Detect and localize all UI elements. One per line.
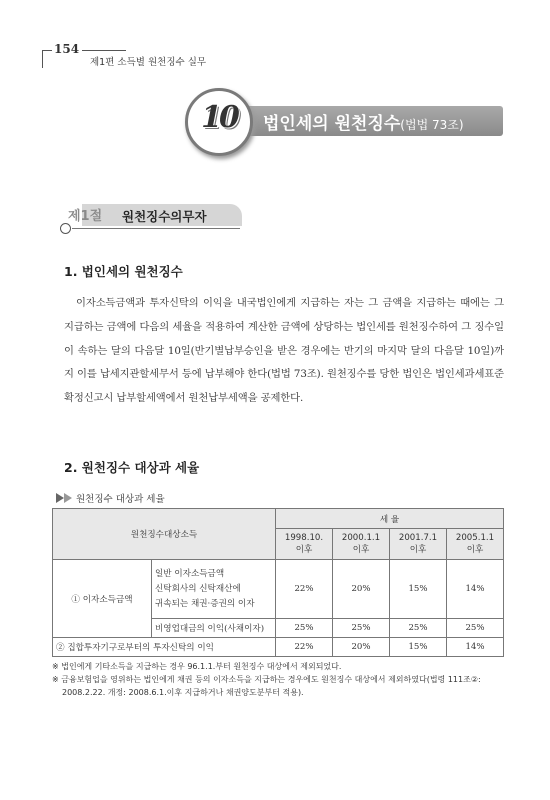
- table-caption-text: 원천징수 대상과 세율: [76, 494, 165, 505]
- period-cell: [333, 529, 390, 560]
- section-number: 제1절: [68, 209, 103, 224]
- running-header: [42, 40, 512, 68]
- row-label-line: 귀속되는 채권·증권의 이자: [155, 598, 255, 609]
- chapter-number: 10: [201, 100, 237, 135]
- group-label: ① 이자소득금액: [53, 560, 152, 638]
- table-header-row: [53, 509, 504, 529]
- part-title: 제1편 소득별 원천징수 실무: [90, 57, 207, 68]
- chapter-title-text: 법인세의 원천징수: [263, 114, 401, 134]
- period-suffix: 이후: [466, 545, 484, 555]
- period-cell: [390, 529, 447, 560]
- period-date: 1998.10.: [284, 533, 324, 543]
- period-date: 2005.1.1: [455, 533, 495, 543]
- section-underline: [72, 228, 240, 229]
- rate-cell: 25%: [333, 619, 390, 638]
- table-rate-header: 세 율: [276, 509, 504, 529]
- table-row: [53, 638, 504, 657]
- rate-cell: 20%: [333, 560, 390, 619]
- footnotes: [52, 660, 508, 699]
- table-col-header: 원천징수대상소득: [53, 509, 276, 560]
- rate-cell: 22%: [276, 560, 333, 619]
- chapter-banner: [185, 88, 505, 158]
- chapter-title: [263, 109, 464, 134]
- period-suffix: 이후: [352, 545, 370, 555]
- table-caption: [56, 491, 165, 505]
- period-date: 2000.1.1: [341, 533, 381, 543]
- rate-cell: 14%: [447, 560, 504, 619]
- row-label-line: 신탁회사의 신탁재산에: [155, 583, 241, 594]
- section-bullet: [60, 223, 71, 234]
- rate-cell: 22%: [276, 638, 333, 657]
- period-cell: [276, 529, 333, 560]
- footnote: ※ 법인에게 기타소득을 지급하는 경우 96.1.1.부터 원천징수 대상에서 제외되었다.: [52, 662, 342, 671]
- header-rule-left: [42, 50, 52, 51]
- row-label: 비영업대금의 이익(사채이자): [152, 619, 276, 638]
- chapter-subtitle: (법법 73조): [400, 118, 464, 132]
- heading-1: 1. 법인세의 원천징수: [64, 264, 183, 279]
- header-rule-right: [82, 50, 126, 51]
- period-suffix: 이후: [409, 545, 427, 555]
- body-paragraph: 이자소득금액과 투자신탁의 이익을 내국법인에게 지급하는 자는 그 금액을 지급하는 때에는 그 지급하는 금액에 다음의 세율을 적용하여 계산한 금액에 상당하는 법인세를 원천징수하여 그 징수일이 속하는 달의 다음달 10일(반기별납부승인을 받은 경우에는 반기의 마지막 달의 다음달 10일)까지 이를 납세지관할세무서 등에 납부해야 한다(법법 73조). 원천징수를 당한 법인은 법인세과세표준확정신고시 납부할세액에서 원천납부세액을 공제한다.: [64, 297, 504, 405]
- rate-cell: 25%: [390, 619, 447, 638]
- rate-cell: 25%: [447, 619, 504, 638]
- rate-cell: 15%: [390, 560, 447, 619]
- rate-cell: 25%: [276, 619, 333, 638]
- table-row: [53, 560, 504, 619]
- rate-cell: 14%: [447, 638, 504, 657]
- page-number: 154: [54, 42, 80, 56]
- arrow-icon: [64, 493, 72, 503]
- withholding-rate-table: [52, 508, 504, 657]
- period-cell: [447, 529, 504, 560]
- arrow-icon: [56, 493, 64, 503]
- section-title: 원천징수의무자: [122, 209, 207, 224]
- row-label-line: 일반 이자소득금액: [155, 568, 225, 579]
- rate-cell: 15%: [390, 638, 447, 657]
- header-rule-vertical: [42, 50, 43, 68]
- period-suffix: 이후: [295, 545, 313, 555]
- rate-cell: 20%: [333, 638, 390, 657]
- heading-2: 2. 원천징수 대상과 세율: [64, 460, 200, 475]
- row-label: [152, 560, 276, 619]
- period-date: 2001.7.1: [398, 533, 438, 543]
- footnote: ※ 금융보험업을 영위하는 법인에게 채권 등의 이자소득을 지급하는 경우에도 원천징수 대상에서 제외하였다(법령 111조②: 2008.2.22. 개정: 2008.6.1.이후 지급하거나 채권양도분부터 적용).: [52, 675, 481, 697]
- row-label: ② 집합투자기구로부터의 투자신탁의 이익: [53, 638, 276, 657]
